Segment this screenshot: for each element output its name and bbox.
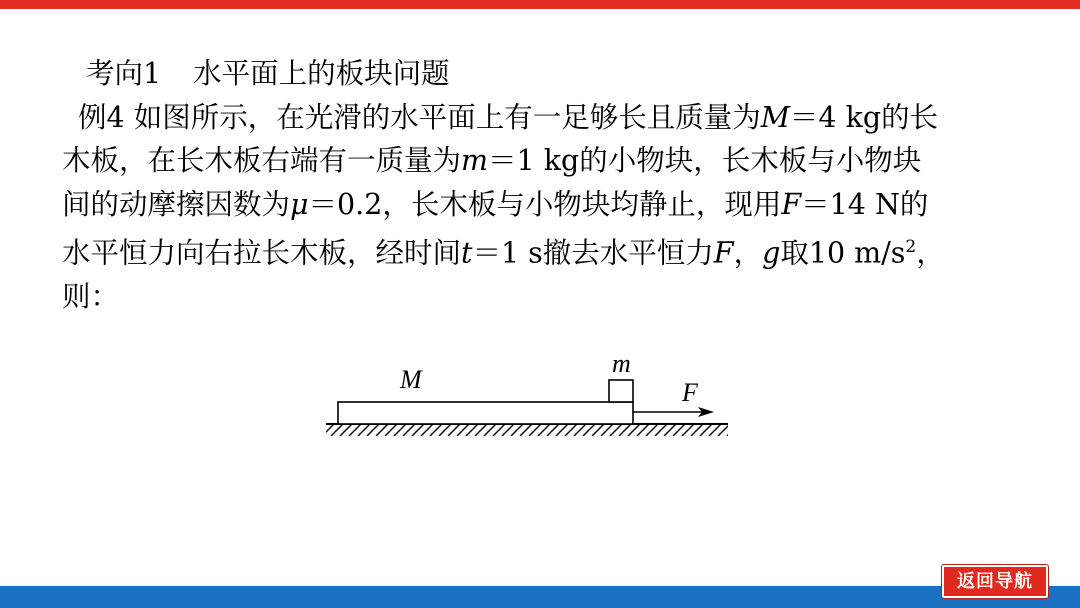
variable-M: M — [760, 100, 790, 134]
problem-line-5: 则： — [62, 280, 120, 314]
problem-text-segment: 例4 如图所示，在光滑的水平面上有一足够长且质量为 — [78, 100, 761, 134]
section-heading — [62, 52, 1022, 96]
problem-text-segment: 水平恒力向右拉长木板，经时间 — [62, 236, 462, 270]
problem-text-segment: 间的动摩擦因数为 — [62, 187, 291, 221]
variable-mu: μ — [290, 187, 309, 221]
variable-F: F — [713, 236, 734, 270]
variable-m: m — [461, 144, 489, 178]
top-accent-bar — [0, 0, 1080, 9]
problem-line-2 — [62, 139, 1022, 183]
problem-text-segment: ＝0.2，长木板与小物块均静止，现用 — [308, 187, 782, 221]
small-block — [609, 380, 633, 402]
label-M: M — [400, 365, 422, 394]
problem-text — [62, 96, 1022, 319]
label-F: F — [682, 378, 698, 407]
problem-line-3 — [62, 183, 1022, 227]
superscript-2: 2 — [905, 237, 917, 258]
variable-g: g — [762, 236, 781, 270]
return-navigation-button[interactable]: 返回导航 — [942, 565, 1048, 598]
long-board — [338, 402, 633, 424]
problem-line-1 — [62, 96, 1022, 140]
problem-text-segment: 木板，在长木板右端有一质量为 — [62, 144, 462, 178]
problem-text-segment: ， — [733, 236, 763, 270]
ground-hatching — [322, 424, 732, 436]
bottom-accent-bar — [0, 586, 1080, 608]
board-block-diagram — [322, 350, 732, 440]
problem-text-segment: 取10 m/s — [780, 236, 906, 270]
problem-text-segment: ＝1 s撤去水平恒力 — [472, 236, 714, 270]
variable-t: t — [461, 236, 473, 270]
heading-label: 考向1 — [86, 57, 162, 90]
label-m: m — [612, 350, 631, 378]
problem-line-4 — [62, 226, 1022, 275]
problem-text-segment: ＝4 kg的长 — [789, 100, 939, 134]
problem-text-segment: ＝14 N的 — [801, 187, 929, 221]
variable-F: F — [781, 187, 802, 221]
slide-content — [62, 52, 1022, 319]
heading-title: 水平面上的板块问题 — [193, 57, 450, 90]
problem-text-segment: ＝1 kg的小物块，长木板与小物块 — [488, 144, 922, 178]
problem-text-segment: ， — [916, 236, 945, 270]
